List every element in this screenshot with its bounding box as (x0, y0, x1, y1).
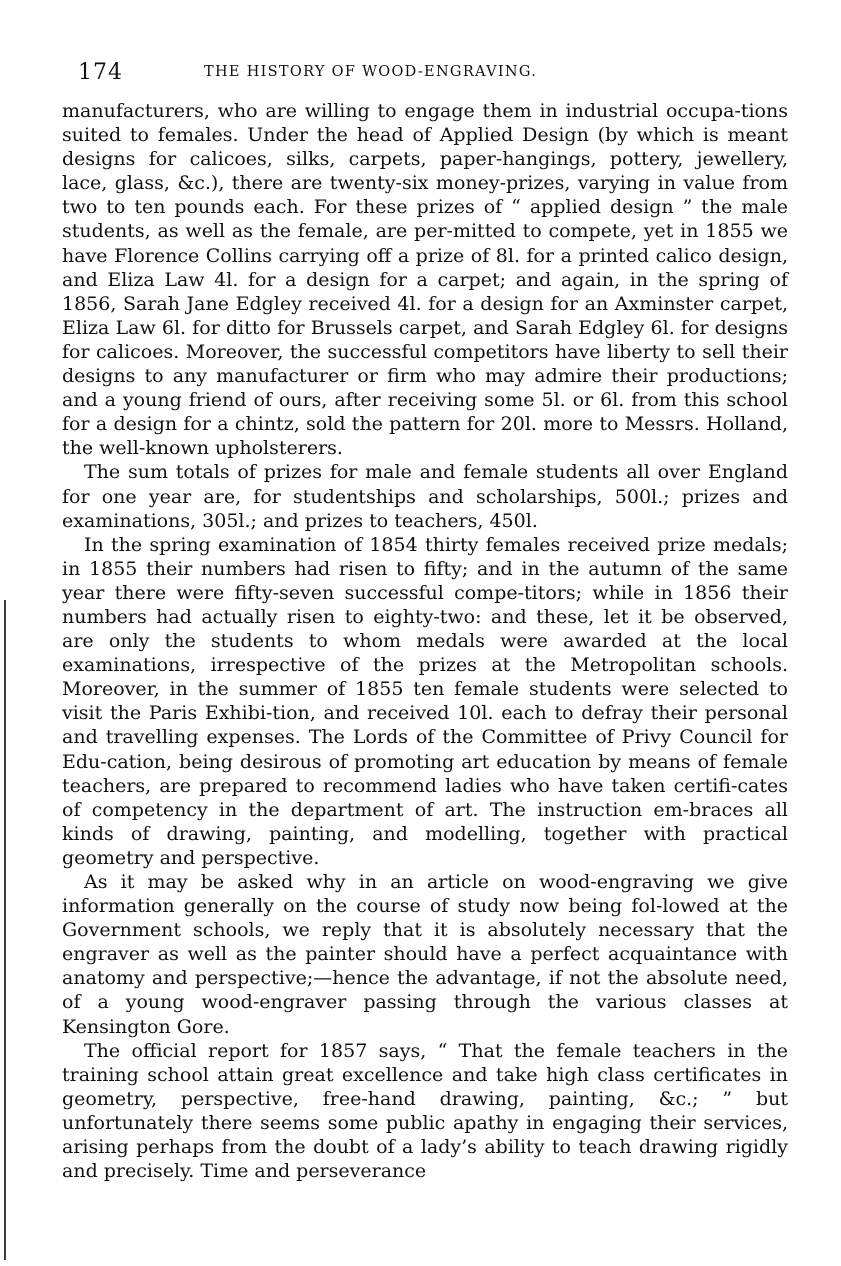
running-title: THE HISTORY OF WOOD-ENGRAVING. (204, 64, 538, 80)
page-number: 174 (78, 60, 123, 85)
body-text (62, 99, 788, 1183)
paragraph-official-report: The official report for 1857 says, “ That the female teachers in the training school attain great excellence and take high class certificates in geometry, perspective, free-hand drawing, painting, &c.; ” but unfortunately there seems some public apathy in engaging their services, arising perhaps from the doubt of a lady’s ability to teach drawing rigidly and precisely. Time and perseverance (62, 1039, 788, 1183)
paragraph-spring-examination: In the spring examination of 1854 thirty females received prize medals; in 1855 their numbers had risen to fifty; and in the autumn of the same year there were fifty-seven successful compe-titors; while in 1856 their numbers had actually risen to eighty-two: and these, let it be observed, are only the students to whom medals were awarded at the local examinations, irrespective of the prizes at the Metropolitan schools. Moreover, in the summer of 1855 ten female students were selected to visit the Paris Exhibi-tion, and received 10l. each to defray their personal and travelling expenses. The Lords of the Committee of Privy Council for Edu-cation, being desirous of promoting art education by means of female teachers, are prepared to recommend ladies who have taken certifi-cates of competency in the department of art. The instruction em-braces all kinds of drawing, painting, and modelling, together with practical geometry and perspective. (62, 533, 788, 869)
paragraph-applied-design: manufacturers, who are willing to engage them in industrial occupa-tions suited to females. Under the head of Applied Design (by which is meant designs for calicoes, silks, carpets, paper-hangings, pottery, jewellery, lace, glass, &c.), there are twenty-six money-prizes, varying in value from two to ten pounds each. For these prizes of “ applied design ” the male students, as well as the female, are per-mitted to compete, yet in 1855 we have Florence Collins carrying off a prize of 8l. for a printed calico design, and Eliza Law 4l. for a design for a carpet; and again, in the spring of 1856, Sarah Jane Edgley received 4l. for a design for an Axminster carpet, Eliza Law 6l. for ditto for Brussels carpet, and Sarah Edgley 6l. for designs for calicoes. Moreover, the successful competitors have liberty to sell their designs to any manufacturer or firm who may admire their productions; and a young friend of ours, after receiving some 5l. or 6l. from this school for a design for a chintz, sold the pattern for 20l. more to Messrs. Holland, the well-known upholsterers. (62, 100, 788, 460)
page-header (78, 60, 790, 90)
left-margin-rule (4, 600, 6, 1260)
paragraph-prize-totals: The sum totals of prizes for male and female students all over England for one year are, for studentships and scholarships, 500l.; prizes and examinations, 305l.; and prizes to teachers, 450l. (62, 461, 788, 532)
paragraph-government-schools: As it may be asked why in an article on wood-engraving we give information generally on the course of study now being fol-lowed at the Government schools, we reply that it is absolutely necessary that the engraver as well as the painter should have a perfect acquaintance with anatomy and perspective;—hence the advantage, if not the absolute need, of a young wood-engraver passing through the various classes at Kensington Gore. (62, 871, 788, 1038)
